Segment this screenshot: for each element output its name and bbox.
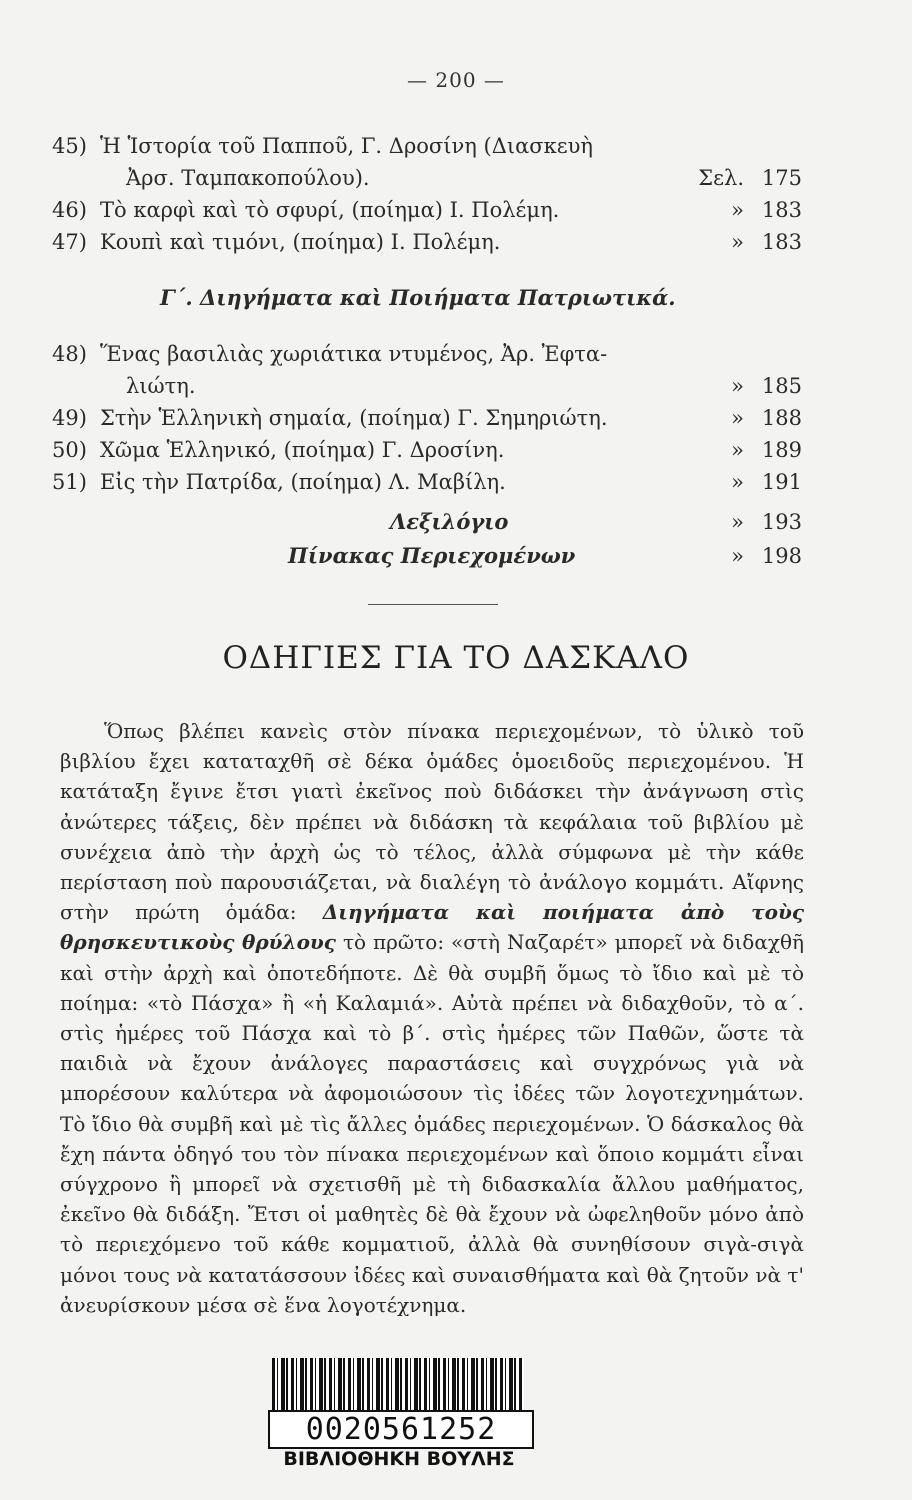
toc-entry [52,506,802,538]
toc-entry [52,194,802,226]
toc-entry-ditto: » [731,406,744,430]
divider [368,604,498,605]
paragraph-emphasis: Διηγήματα καὶ ποιήματα ἀπὸ τοὺς θρησκευτικοὺς θρύλους [60,900,805,955]
toc-entry [52,466,802,498]
toc-entry-page: 191 [761,470,802,494]
page-number: — 200 — [407,68,505,92]
toc-entry-page: 183 [761,230,802,254]
toc-entry-ditto: » [731,230,744,254]
toc-entry-number: 48) [52,342,87,366]
barcode-number: 0020561252 [268,1410,534,1449]
toc-entry [52,402,802,434]
paragraph-text: τὸ πρῶτο: «στὴ Ναζαρέτ» μπορεῖ νὰ διδαχθῆ καὶ στὴν ἀρχὴ καὶ ὁποτεδήποτε. Δὲ θὰ συμβῆ ὅμως τὸ ἴδιο καὶ μὲ τὸ ποίημα: «τὸ Πάσχα» ἢ «ἡ Καλαμιά». Αὐτὰ πρέπει νὰ διδαχθοῦν, τὸ α΄. στὶς ἡμέρες τοῦ Πάσχα καὶ τὸ β΄. στὶς ἡμέρες τῶν Παθῶν, ὥστε τὰ παιδιὰ νὰ ἔχουν ἀνάλογες παραστάσεις καὶ συγχρόνως γιὰ νὰ μπορέσουν καλύτερα νὰ ἀφομοιώσουν τὶς ἰδέες τῶν λογοτεχνημάτων. Τὸ ἴδιο θὰ συμβῆ καὶ μὲ τὶς ἄλλες ὁμάδες περιεχομένων. Ὁ δάσκαλος θὰ ἔχη πάντα ὁδηγό του τὸν πίνακα περιεχομένων καὶ ὅποιο κομμάτι εἶναι σύγχρονο ἢ μπορεῖ νὰ σχετισθῆ μὲ τὴ διδασκαλία ἄλλου μαθήματος, ἐκεῖνο θὰ διδάξη. Ἔτσι οἱ μαθητὲς δὲ θὰ ἔχουν νὰ ὠφεληθοῦν μόνο ἀπὸ τὸ περιεχόμενο τοῦ κάθε κομματιοῦ, ἀλλὰ θὰ συνηθίσουν σιγὰ-σιγὰ μόνοι τους νὰ κατατάσσουν ἰδέες καὶ συναισθήματα καὶ θὰ ζητοῦν νὰ τ' ἀνευρίσκουν μέσα σὲ ἕνα λογοτέχνημα. [60,930,804,1317]
toc-entry-title: Κουπὶ καὶ τιμόνι, (ποίημα) Ι. Πολέμη. [100,230,501,254]
toc-entry-number: 45) [52,134,87,158]
toc-entry-number: 50) [52,438,87,462]
toc-entry [52,130,802,162]
toc-entry [52,434,802,466]
instructions-paragraph [60,716,804,1320]
toc-entry-title: Εἰς τὴν Πατρίδα, (ποίημα) Λ. Μαβίλη. [100,470,506,494]
toc-entry-number: 47) [52,230,87,254]
toc-extra-entry [52,540,802,572]
section-heading: Γ΄. Διηγήματα καὶ Ποιήματα Πατριωτικά. [160,285,676,310]
toc-extra-entry [52,506,802,538]
toc-entry-ditto: » [731,438,744,462]
toc-entry-ditto: Σελ. [698,166,744,190]
toc-entry-title: Λεξιλόγιο [390,509,509,534]
toc-entry-ditto: » [731,470,744,494]
toc-entry-title: Τὸ καρφὶ καὶ τὸ σφυρί, (ποίημα) Ι. Πολέμη. [100,198,560,222]
toc-entry-ditto: » [731,544,744,568]
paragraph-text: Ὅπως βλέπει κανεὶς στὸν πίνακα περιεχομένων, τὸ ὑλικὸ τοῦ βιβλίου ἔχει καταταχθῆ σὲ δέκα ὁμάδες ὁμοειδοῦς περιεχομένου. Ἡ κατάταξη ἔγινε ἔτσι γιατὶ ἐκεῖνος ποὺ διδάσκει τὴν ἀνάγνωση στὶς ἀνώτερες τάξεις, δὲν πρέπει νὰ διδάσκη τὰ κεφάλαια τοῦ βιβλίου μὲ συνέχεια ἀπὸ τὴν ἀρχὴ ὡς τὸ τέλος, ἀλλὰ σύμφωνα μὲ τὴν κάθε περίσταση ποὺ παρουσιάζεται, νὰ διαλέγη τὸ ἀνάλογο κομμάτι. Αἴφνης στὴν πρώτη ὁμάδα: [60,719,804,925]
toc-entry-number: 46) [52,198,87,222]
toc-entry-ditto: » [731,198,744,222]
toc-section-c [52,338,802,498]
toc-entry-title: Ἡ Ἱστορία τοῦ Παπποῦ, Γ. Δροσίνη (Διασκευὴ [100,134,593,158]
toc-entry-ditto: » [731,510,744,534]
barcode-image [272,1358,524,1414]
toc-entry [52,540,802,572]
toc-entry-ditto: » [731,374,744,398]
toc-entry-title: λιώτη. [126,374,196,398]
toc-entry [52,162,802,194]
toc-entry-page: 188 [761,406,802,430]
toc-section-b [52,130,802,258]
toc-entry-page: 185 [761,374,802,398]
library-label: ΒΙΒΛΙΟΘΗΚΗ ΒΟΥΛΗΣ [283,1448,515,1470]
toc-entry-page: 193 [761,510,802,534]
toc-entry-title: Ἀρσ. Ταμπακοπούλου). [126,166,370,190]
instructions-title: ΟΔΗΓΙΕΣ ΓΙΑ ΤΟ ΔΑΣΚΑΛΟ [222,640,690,676]
toc-entry-page: 198 [761,544,802,568]
toc-entry-title: Ἕνας βασιλιὰς χωριάτικα ντυμένος, Ἀρ. Ἐφτα- [100,342,608,366]
toc-entry-title: Χῶμα Ἑλληνικό, (ποίημα) Γ. Δροσίνη. [100,438,505,462]
toc-entry-page: 175 [761,166,802,190]
toc-entry-title: Στὴν Ἑλληνικὴ σημαία, (ποίημα) Γ. Σημηριώτη. [100,406,608,430]
toc-entry-number: 49) [52,406,87,430]
toc-entry [52,226,802,258]
toc-entry [52,370,802,402]
toc-entry-page: 189 [761,438,802,462]
toc-entry-title: Πίνακας Περιεχομένων [288,543,576,568]
toc-entry-number: 51) [52,470,87,494]
toc-entry-page: 183 [761,198,802,222]
toc-entry [52,338,802,370]
